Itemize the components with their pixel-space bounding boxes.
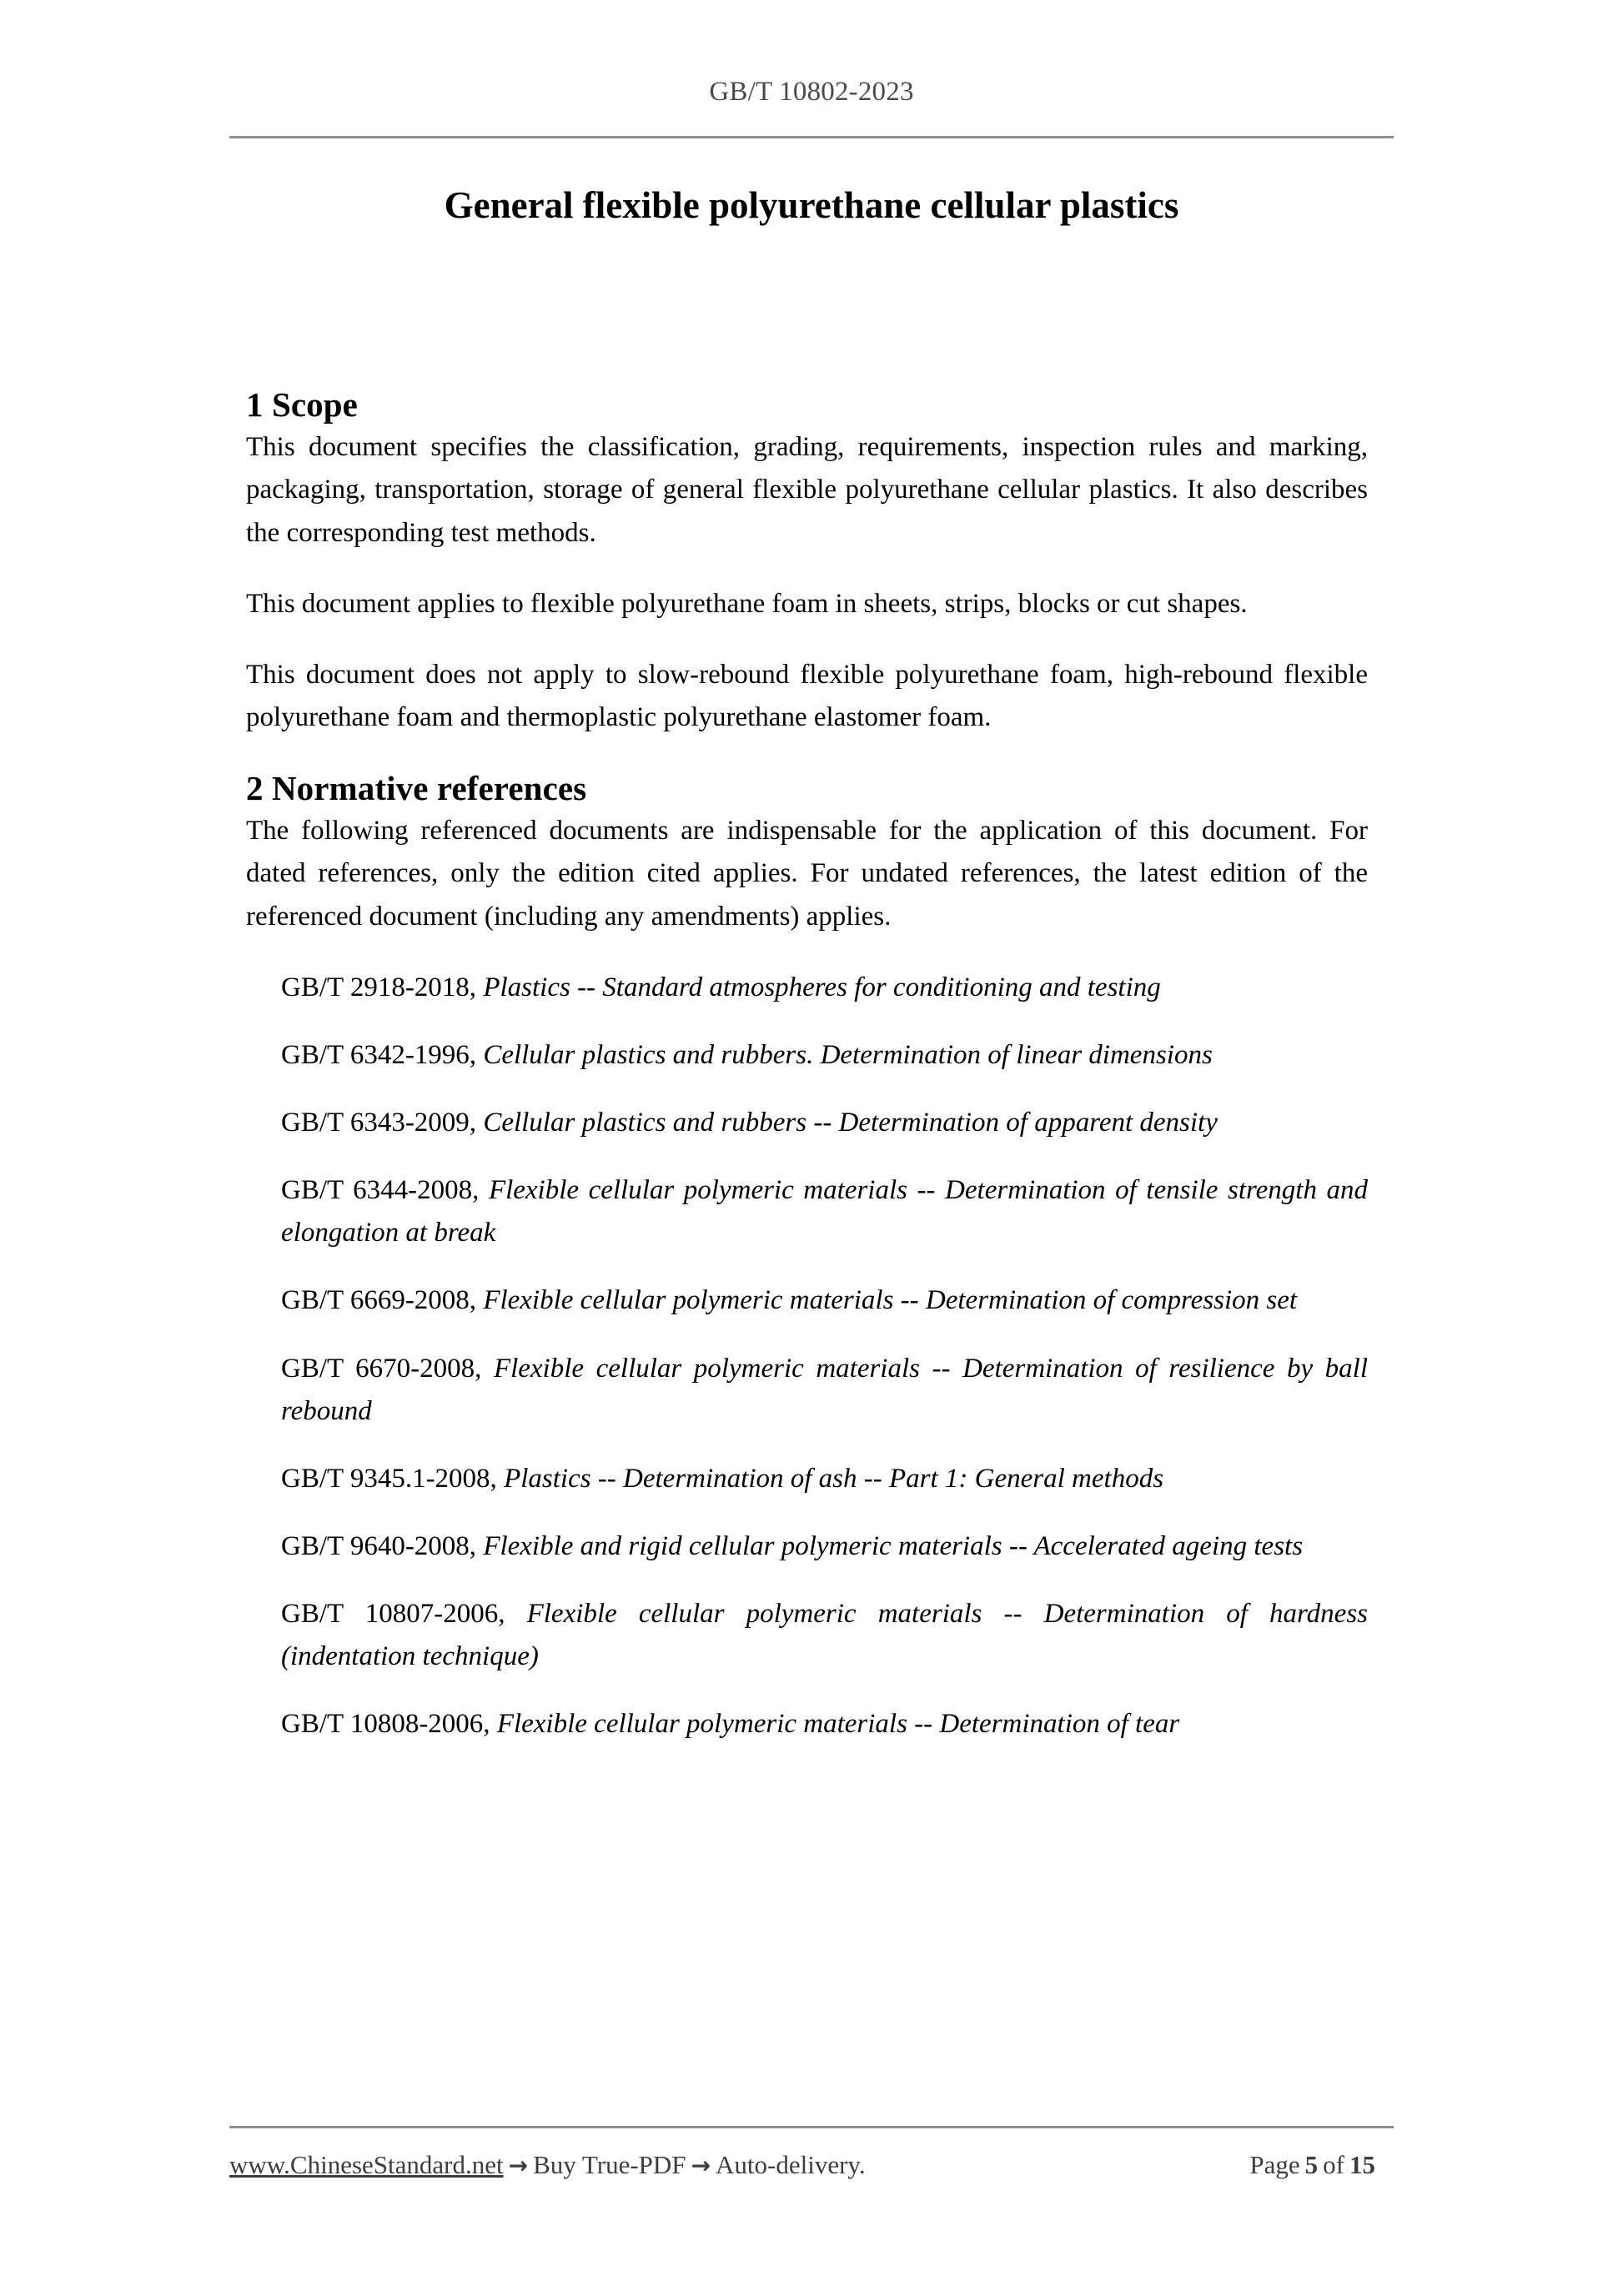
normative-references-intro: The following referenced documents are indispensable for the application of this document. For dated references, only the edition cited applies. For undated references, the latest edition of the referenced document (including any amendments) applies. — [246, 816, 1368, 932]
of-label: of — [1323, 2150, 1344, 2179]
reference-code: GB/T 9345.1-2008, — [281, 1463, 505, 1494]
list-item — [246, 1525, 1368, 1568]
reference-title: Cellular plastics and rubbers. Determination of linear dimensions — [483, 1039, 1213, 1070]
reference-code: GB/T 6670-2008, — [281, 1353, 494, 1384]
website-link[interactable]: www.ChineseStandard.net — [229, 2150, 504, 2179]
document-title: General flexible polyurethane cellular plastics — [444, 184, 1179, 226]
list-item — [246, 1593, 1368, 1678]
reference-code: GB/T 9640-2008, — [281, 1531, 484, 1562]
reference-code: GB/T 10807-2006, — [281, 1599, 527, 1630]
list-item — [246, 1458, 1368, 1500]
footer-promo-delivery: Auto-delivery. — [716, 2150, 866, 2179]
scope-paragraph: This document applies to flexible polyurethane foam in sheets, strips, blocks or cut shapes. — [246, 588, 1248, 619]
list-item — [246, 1034, 1368, 1077]
reference-code: GB/T 6344-2008, — [281, 1175, 489, 1206]
current-page-number: 5 — [1304, 2150, 1319, 2179]
reference-title: Plastics -- Determination of ash -- Part 1: General methods — [504, 1463, 1164, 1494]
scope-paragraph: This document does not apply to slow-rebound flexible polyurethane foam, high-rebound flexible polyurethane foam and thermoplastic polyurethane elastomer foam. — [246, 659, 1368, 732]
footer-promo — [229, 2150, 866, 2180]
list-item — [246, 1703, 1368, 1746]
reference-code: GB/T 10808-2006, — [281, 1709, 497, 1740]
document-body — [246, 384, 1368, 1746]
page-header — [229, 77, 1394, 107]
page-footer — [229, 2150, 1394, 2180]
reference-code: GB/T 6343-2009, — [281, 1108, 484, 1138]
total-page-number: 15 — [1349, 2150, 1375, 2179]
heading-normative-references: 2 Normative references — [246, 769, 587, 808]
reference-title: Flexible cellular polymeric materials -- Determination of compression set — [483, 1285, 1298, 1316]
footer-promo-buy: Buy True-PDF — [533, 2150, 686, 2179]
list-item — [246, 1348, 1368, 1433]
arrow-right-icon: → — [508, 2152, 529, 2179]
list-item — [246, 1279, 1368, 1322]
reference-title: Plastics -- Standard atmospheres for conditioning and testing — [483, 972, 1161, 1002]
reference-title: Flexible and rigid cellular polymeric materials -- Accelerated ageing tests — [483, 1531, 1304, 1562]
normative-reference-list — [246, 967, 1368, 1746]
reference-title: Flexible cellular polymeric materials -- Determination of hardness (indentation technique) — [281, 1599, 1369, 1672]
list-item — [246, 967, 1368, 1009]
standard-code: GB/T 10802-2023 — [709, 77, 914, 107]
reference-title: Flexible cellular polymeric materials -- Determination of resilience by ball rebound — [281, 1353, 1368, 1426]
heading-scope: 1 Scope — [246, 385, 358, 424]
reference-title: Cellular plastics and rubbers -- Determination of apparent density — [483, 1108, 1218, 1138]
arrow-right-icon: → — [691, 2152, 711, 2179]
page-indicator — [1249, 2150, 1394, 2180]
header-divider — [229, 136, 1394, 138]
footer-divider — [229, 2126, 1394, 2128]
list-item — [246, 1102, 1368, 1144]
reference-title: Flexible cellular polymeric materials -- Determination of tensile strength and elongation at break — [281, 1175, 1369, 1248]
reference-code: GB/T 6669-2008, — [281, 1285, 484, 1316]
page-label: Page — [1249, 2150, 1300, 2179]
scope-paragraph: This document specifies the classification, grading, requirements, inspection rules and marking, packaging, transportation, storage of general flexible polyurethane cellular plastics. It also describes the corresponding test methods. — [246, 432, 1368, 548]
reference-code: GB/T 2918-2018, — [281, 972, 484, 1002]
reference-title: Flexible cellular polymeric materials -- Determination of tear — [496, 1709, 1180, 1740]
reference-code: GB/T 6342-1996, — [281, 1039, 484, 1070]
list-item — [246, 1169, 1368, 1254]
